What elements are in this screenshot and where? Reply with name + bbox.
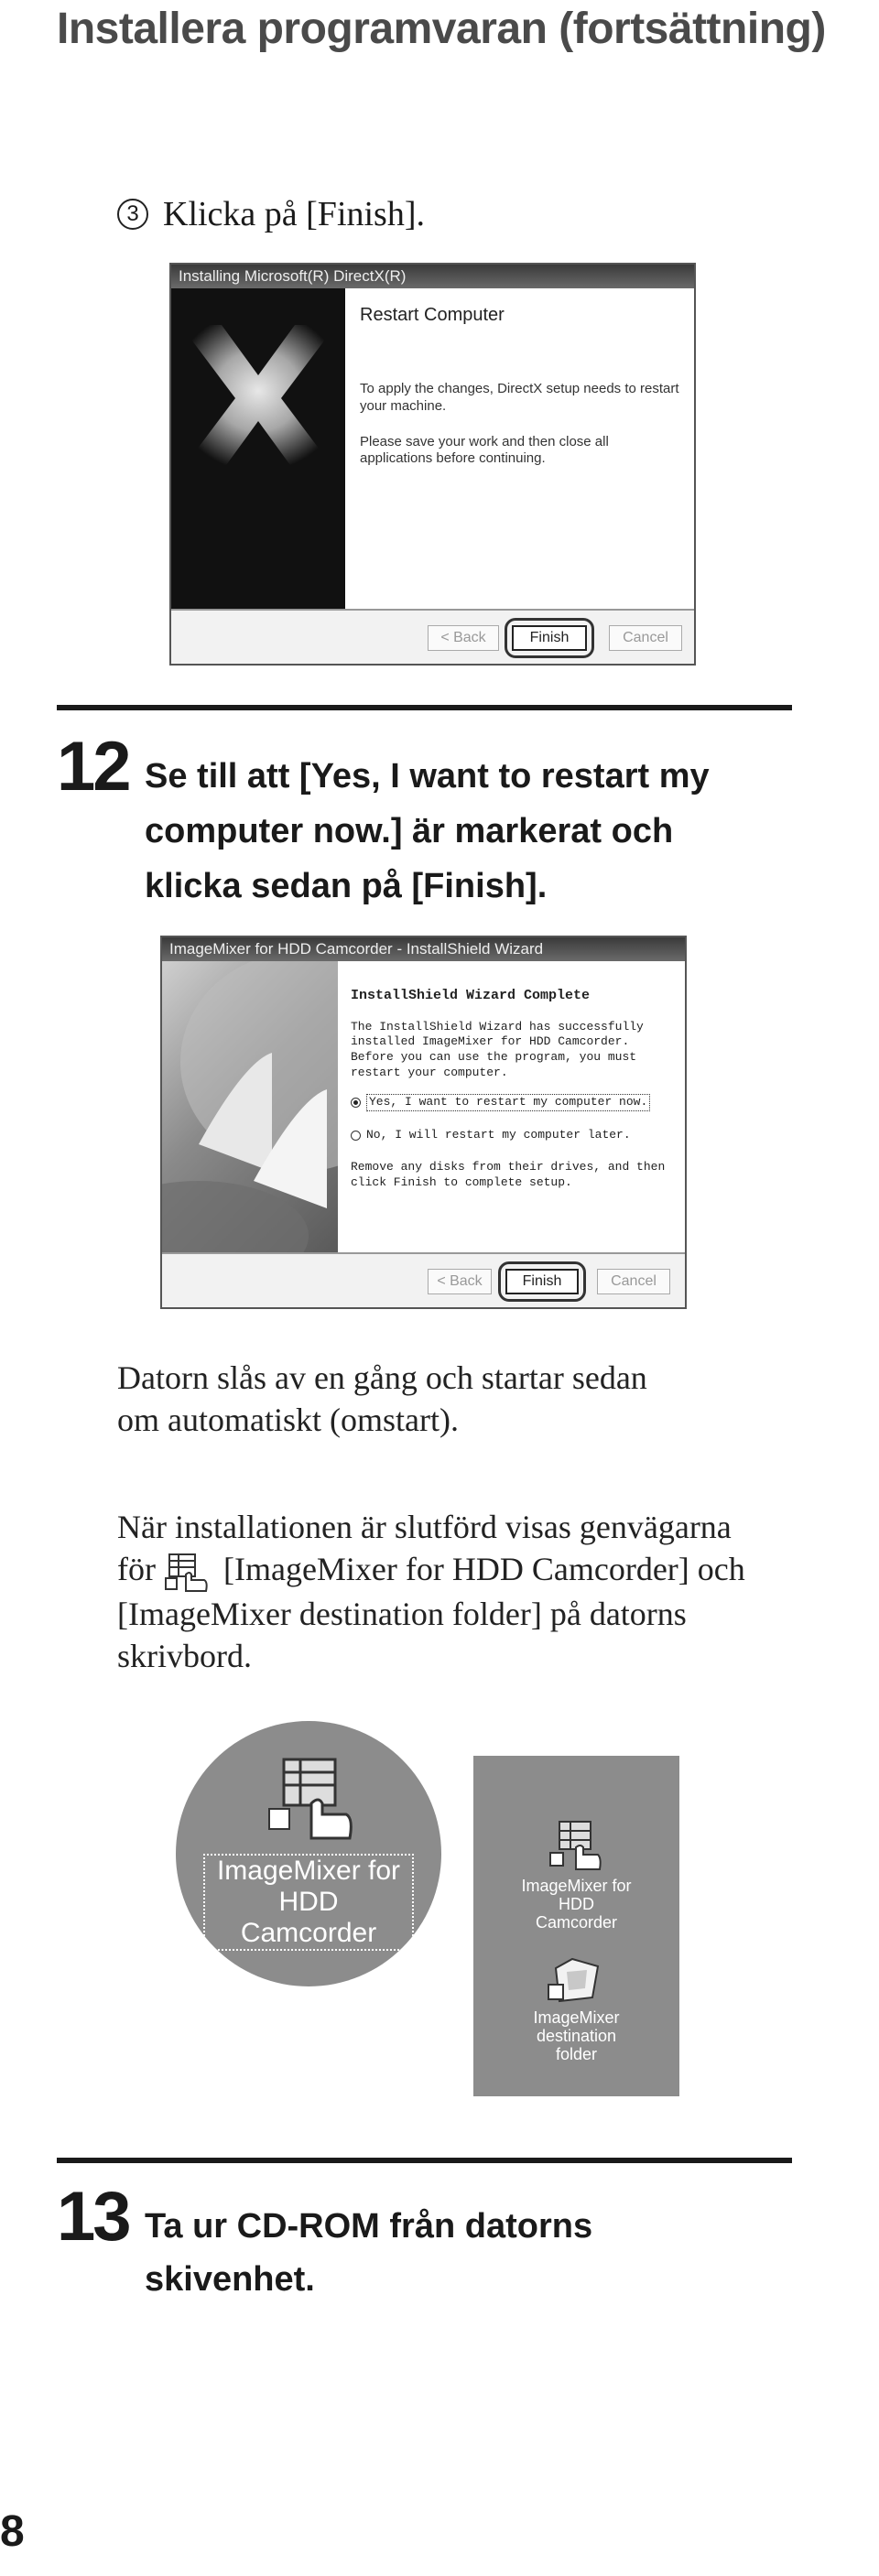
- folder-icon: [547, 1955, 605, 2005]
- section-divider: [57, 705, 792, 710]
- installshield-dialog: [160, 936, 687, 1309]
- imagemixer-app-icon: [548, 1820, 603, 1871]
- highlight-ring: [505, 618, 594, 658]
- dialog-title: ImageMixer for HDD Camcorder - InstallShield Wizard: [162, 937, 685, 961]
- icon-label: HDD: [559, 1895, 594, 1913]
- note-text: för: [117, 1551, 156, 1587]
- icon-label: destination: [536, 2027, 617, 2045]
- imagemixer-shortcut-icon: [164, 1553, 215, 1593]
- radio-unselected-icon: [351, 1131, 361, 1141]
- radio-label: Yes, I want to restart my computer now.: [366, 1094, 650, 1111]
- note-line: [ImageMixer destination folder] på datorns: [117, 1595, 687, 1632]
- icon-label: ImageMixer: [533, 2008, 620, 2027]
- note-line: Datorn slås av en gång och startar sedan: [117, 1359, 647, 1396]
- finish-button[interactable]: Finish: [512, 625, 587, 651]
- directx-dialog: [169, 263, 696, 666]
- desktop-zoom-circle: [176, 1721, 441, 1986]
- step-text: computer now.] är markerat och: [145, 812, 674, 850]
- note-line: om automatiskt (omstart).: [117, 1402, 459, 1438]
- radio-label: No, I will restart my computer later.: [366, 1127, 631, 1142]
- substep-text: Klicka på [Finish].: [163, 195, 426, 233]
- note-paragraph: [117, 1506, 745, 1677]
- note-line: [117, 1548, 745, 1593]
- step-number: 13: [57, 2178, 129, 2256]
- step-text: Se till att [Yes, I want to restart my: [145, 757, 710, 796]
- dialog-text: Please save your work and then close all applications before continuing.: [360, 433, 609, 467]
- substep-number: 3: [117, 199, 148, 230]
- icon-label: ImageMixer for: [521, 1877, 632, 1895]
- section-divider: [57, 2158, 792, 2163]
- icon-label: Camcorder: [240, 1918, 377, 1948]
- radio-selected-icon: [351, 1098, 361, 1108]
- dialog-heading: Restart Computer: [360, 305, 505, 325]
- page-header: Installera programvaran (fortsättning): [57, 5, 826, 53]
- back-button[interactable]: < Back: [428, 1269, 492, 1294]
- step-text: skivenhet.: [145, 2260, 315, 2299]
- page-number: 8: [0, 2507, 25, 2556]
- icon-label: ImageMixer for: [216, 1856, 401, 1886]
- highlight-ring: [498, 1261, 586, 1302]
- imagemixer-app-icon: [267, 1758, 359, 1840]
- finish-button[interactable]: Finish: [505, 1269, 579, 1294]
- icon-label: Camcorder: [535, 1913, 618, 1932]
- wizard-banner: [162, 961, 338, 1252]
- step-number: 12: [57, 728, 129, 806]
- directx-logo-panel: [171, 288, 345, 609]
- directx-x-icon: [171, 288, 345, 563]
- dialog-text: Remove any disks from their drives, and then click Finish to complete setup.: [351, 1159, 666, 1189]
- dialog-heading: InstallShield Wizard Complete: [351, 988, 591, 1003]
- note-text: [ImageMixer for HDD Camcorder] och: [222, 1551, 745, 1587]
- wizard-shapes-icon: [162, 961, 338, 1263]
- restart-now-radio[interactable]: [351, 1094, 672, 1111]
- icon-label: folder: [555, 2045, 598, 2063]
- dialog-title: Installing Microsoft(R) DirectX(R): [171, 265, 694, 288]
- note-paragraph: [117, 1357, 647, 1441]
- dialog-text: The InstallShield Wizard has successfully installed ImageMixer for HDD Camcorder. Before you can use the program, you must restart your computer.: [351, 1019, 644, 1080]
- note-line: skrivbord.: [117, 1637, 252, 1674]
- step-text: klicka sedan på [Finish].: [145, 867, 548, 905]
- icon-label: HDD: [278, 1887, 339, 1917]
- restart-later-radio[interactable]: [351, 1128, 672, 1143]
- desktop-panel: [473, 1756, 679, 2096]
- step-text: Ta ur CD-ROM från datorns: [145, 2207, 593, 2246]
- cancel-button[interactable]: Cancel: [597, 1269, 670, 1294]
- back-button[interactable]: < Back: [428, 625, 499, 651]
- note-line: När installationen är slutförd visas genvägarna: [117, 1509, 732, 1545]
- substep-3: [117, 194, 425, 234]
- cancel-button[interactable]: Cancel: [609, 625, 682, 651]
- dialog-text: To apply the changes, DirectX setup needs to restart your machine.: [360, 381, 679, 414]
